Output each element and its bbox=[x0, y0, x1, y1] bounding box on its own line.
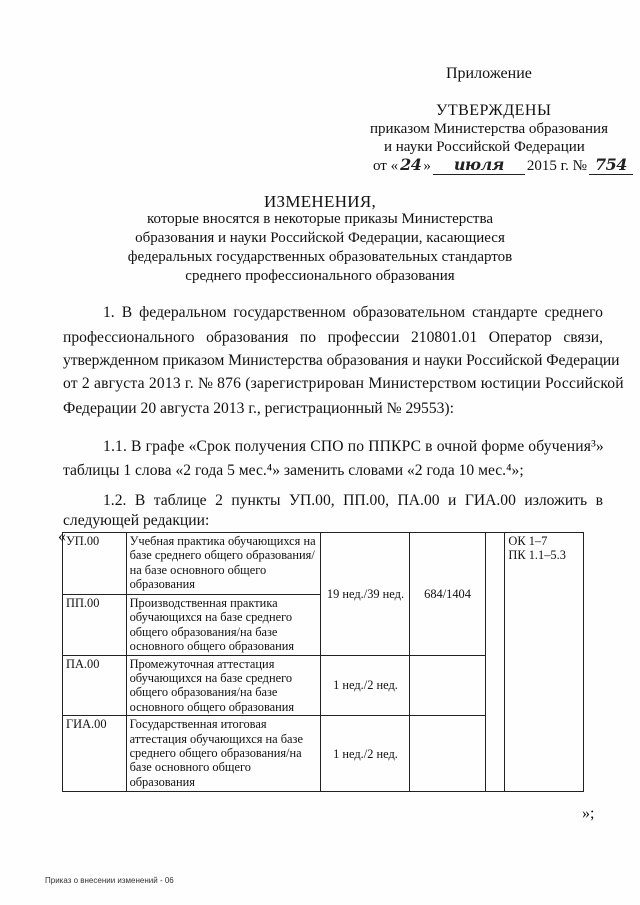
word: образовательном bbox=[352, 304, 466, 321]
word: образования bbox=[206, 329, 289, 346]
word: В bbox=[134, 492, 146, 509]
word: связи, bbox=[563, 329, 603, 346]
word: профессии bbox=[327, 329, 400, 346]
table-close-quote: »; bbox=[582, 805, 595, 822]
word: ГИА.00 bbox=[464, 492, 516, 509]
word: стандарте bbox=[472, 304, 538, 321]
word: изложить bbox=[524, 492, 588, 509]
table-cell-name: Учебная практика обучающихся на базе среднего общего образования/на базе основного общего образования bbox=[126, 533, 321, 595]
table-cell-competencies bbox=[505, 533, 584, 792]
word: 2 bbox=[215, 492, 223, 509]
title-line-2: образования и науки Российской Федерации, касающиеся bbox=[135, 230, 505, 246]
table-cell-weeks: 1 нед./2 нед. bbox=[321, 655, 410, 716]
paragraph-1-1-line-2: таблицы 1 слова «2 года 5 мес.⁴» заменить словами «2 года 10 мес.⁴»; bbox=[63, 462, 524, 479]
table-cell-empty bbox=[485, 533, 505, 792]
order-line-2: и науки Российской Федерации bbox=[384, 139, 585, 155]
handwritten-number: 754 bbox=[589, 155, 633, 175]
date-prefix: от « bbox=[373, 158, 399, 174]
word: таблице bbox=[153, 492, 207, 509]
order-date-line bbox=[373, 155, 633, 176]
word: ПА.00 bbox=[397, 492, 440, 509]
word: профессионального bbox=[63, 329, 195, 346]
word: среднего bbox=[544, 304, 603, 321]
table-cell-hours bbox=[410, 716, 485, 792]
title-line-1: которые вносятся в некоторые приказы Министерства bbox=[146, 211, 494, 227]
table-cell-weeks: 19 нед./39 нед. bbox=[321, 533, 410, 656]
approved-label: УТВЕРЖДЕНЫ bbox=[436, 102, 552, 119]
handwritten-month: июля bbox=[433, 155, 525, 175]
practice-table bbox=[62, 532, 584, 792]
paragraph-1-line-2 bbox=[63, 326, 603, 349]
word: 1.2. bbox=[103, 492, 127, 509]
competency-ok: ОК 1–7 bbox=[508, 534, 548, 548]
handwritten-day: 24 bbox=[400, 155, 422, 174]
title-line-3: федеральных государственных образовательных стандартов bbox=[127, 249, 513, 265]
paragraph-1-line-1 bbox=[103, 301, 603, 324]
appendix-label: Приложение bbox=[446, 65, 532, 82]
word: в bbox=[595, 492, 603, 509]
table-cell-name: Промежуточная аттестация обучающихся на базе среднего общего образования/на базе основного общего образования bbox=[126, 655, 321, 716]
word: 1. bbox=[103, 304, 115, 321]
table-open-quote: « bbox=[58, 528, 66, 545]
paragraph-1-2-line-2: следующей редакции: bbox=[63, 512, 210, 529]
word: 210801.01 bbox=[410, 329, 478, 346]
table-cell-code: ГИА.00 bbox=[63, 716, 127, 792]
page-footer: Приказ о внесении изменений - 06 bbox=[45, 876, 174, 885]
word: В bbox=[121, 304, 133, 321]
table-row bbox=[63, 533, 584, 595]
order-line-1: приказом Министерства образования bbox=[370, 121, 608, 137]
table-cell-hours bbox=[410, 655, 485, 716]
paragraph-1-line-4: от 2 августа 2013 г. № 876 (зарегистрирован Министерством юстиции Российской bbox=[63, 375, 624, 392]
document-title: ИЗМЕНЕНИЯ, bbox=[263, 192, 377, 211]
competency-pk: ПК 1.1–5.3 bbox=[508, 548, 566, 563]
date-mid: » bbox=[423, 158, 431, 174]
word: по bbox=[299, 329, 317, 346]
date-year: 2015 г. № bbox=[526, 158, 587, 174]
table-cell-weeks: 1 нед./2 нед. bbox=[321, 716, 410, 792]
paragraph-1-line-5: Федерации 20 августа 2013 г., регистрационный № 29553): bbox=[63, 400, 454, 417]
table-cell-name: Производственная практика обучающихся на базе среднего общего образования/на базе основного общего образования bbox=[126, 595, 321, 656]
table-cell-name: Государственная итоговая аттестация обучающихся на базе среднего общего образования/на базе основного общего образования bbox=[126, 716, 321, 792]
word: и bbox=[448, 492, 457, 509]
word: государственном bbox=[233, 304, 346, 321]
title-line-4: среднего профессионального образования bbox=[185, 268, 455, 284]
paragraph-1-line-3: утвержденном приказом Министерства образования и науки Российской Федерации bbox=[63, 352, 620, 369]
word: ПП.00, bbox=[343, 492, 390, 509]
word: УП.00, bbox=[288, 492, 335, 509]
table-cell-code: ПП.00 bbox=[63, 595, 127, 656]
table-cell-hours: 684/1404 bbox=[410, 533, 485, 656]
table-cell-code: УП.00 bbox=[63, 533, 127, 595]
paragraph-1-1-line-1: 1.1. В графе «Срок получения СПО по ППКРС в очной форме обучения³» bbox=[103, 438, 604, 455]
word: федеральном bbox=[139, 304, 227, 321]
word: пункты bbox=[231, 492, 281, 509]
table-cell-code: ПА.00 bbox=[63, 655, 127, 716]
word: Оператор bbox=[488, 329, 552, 346]
